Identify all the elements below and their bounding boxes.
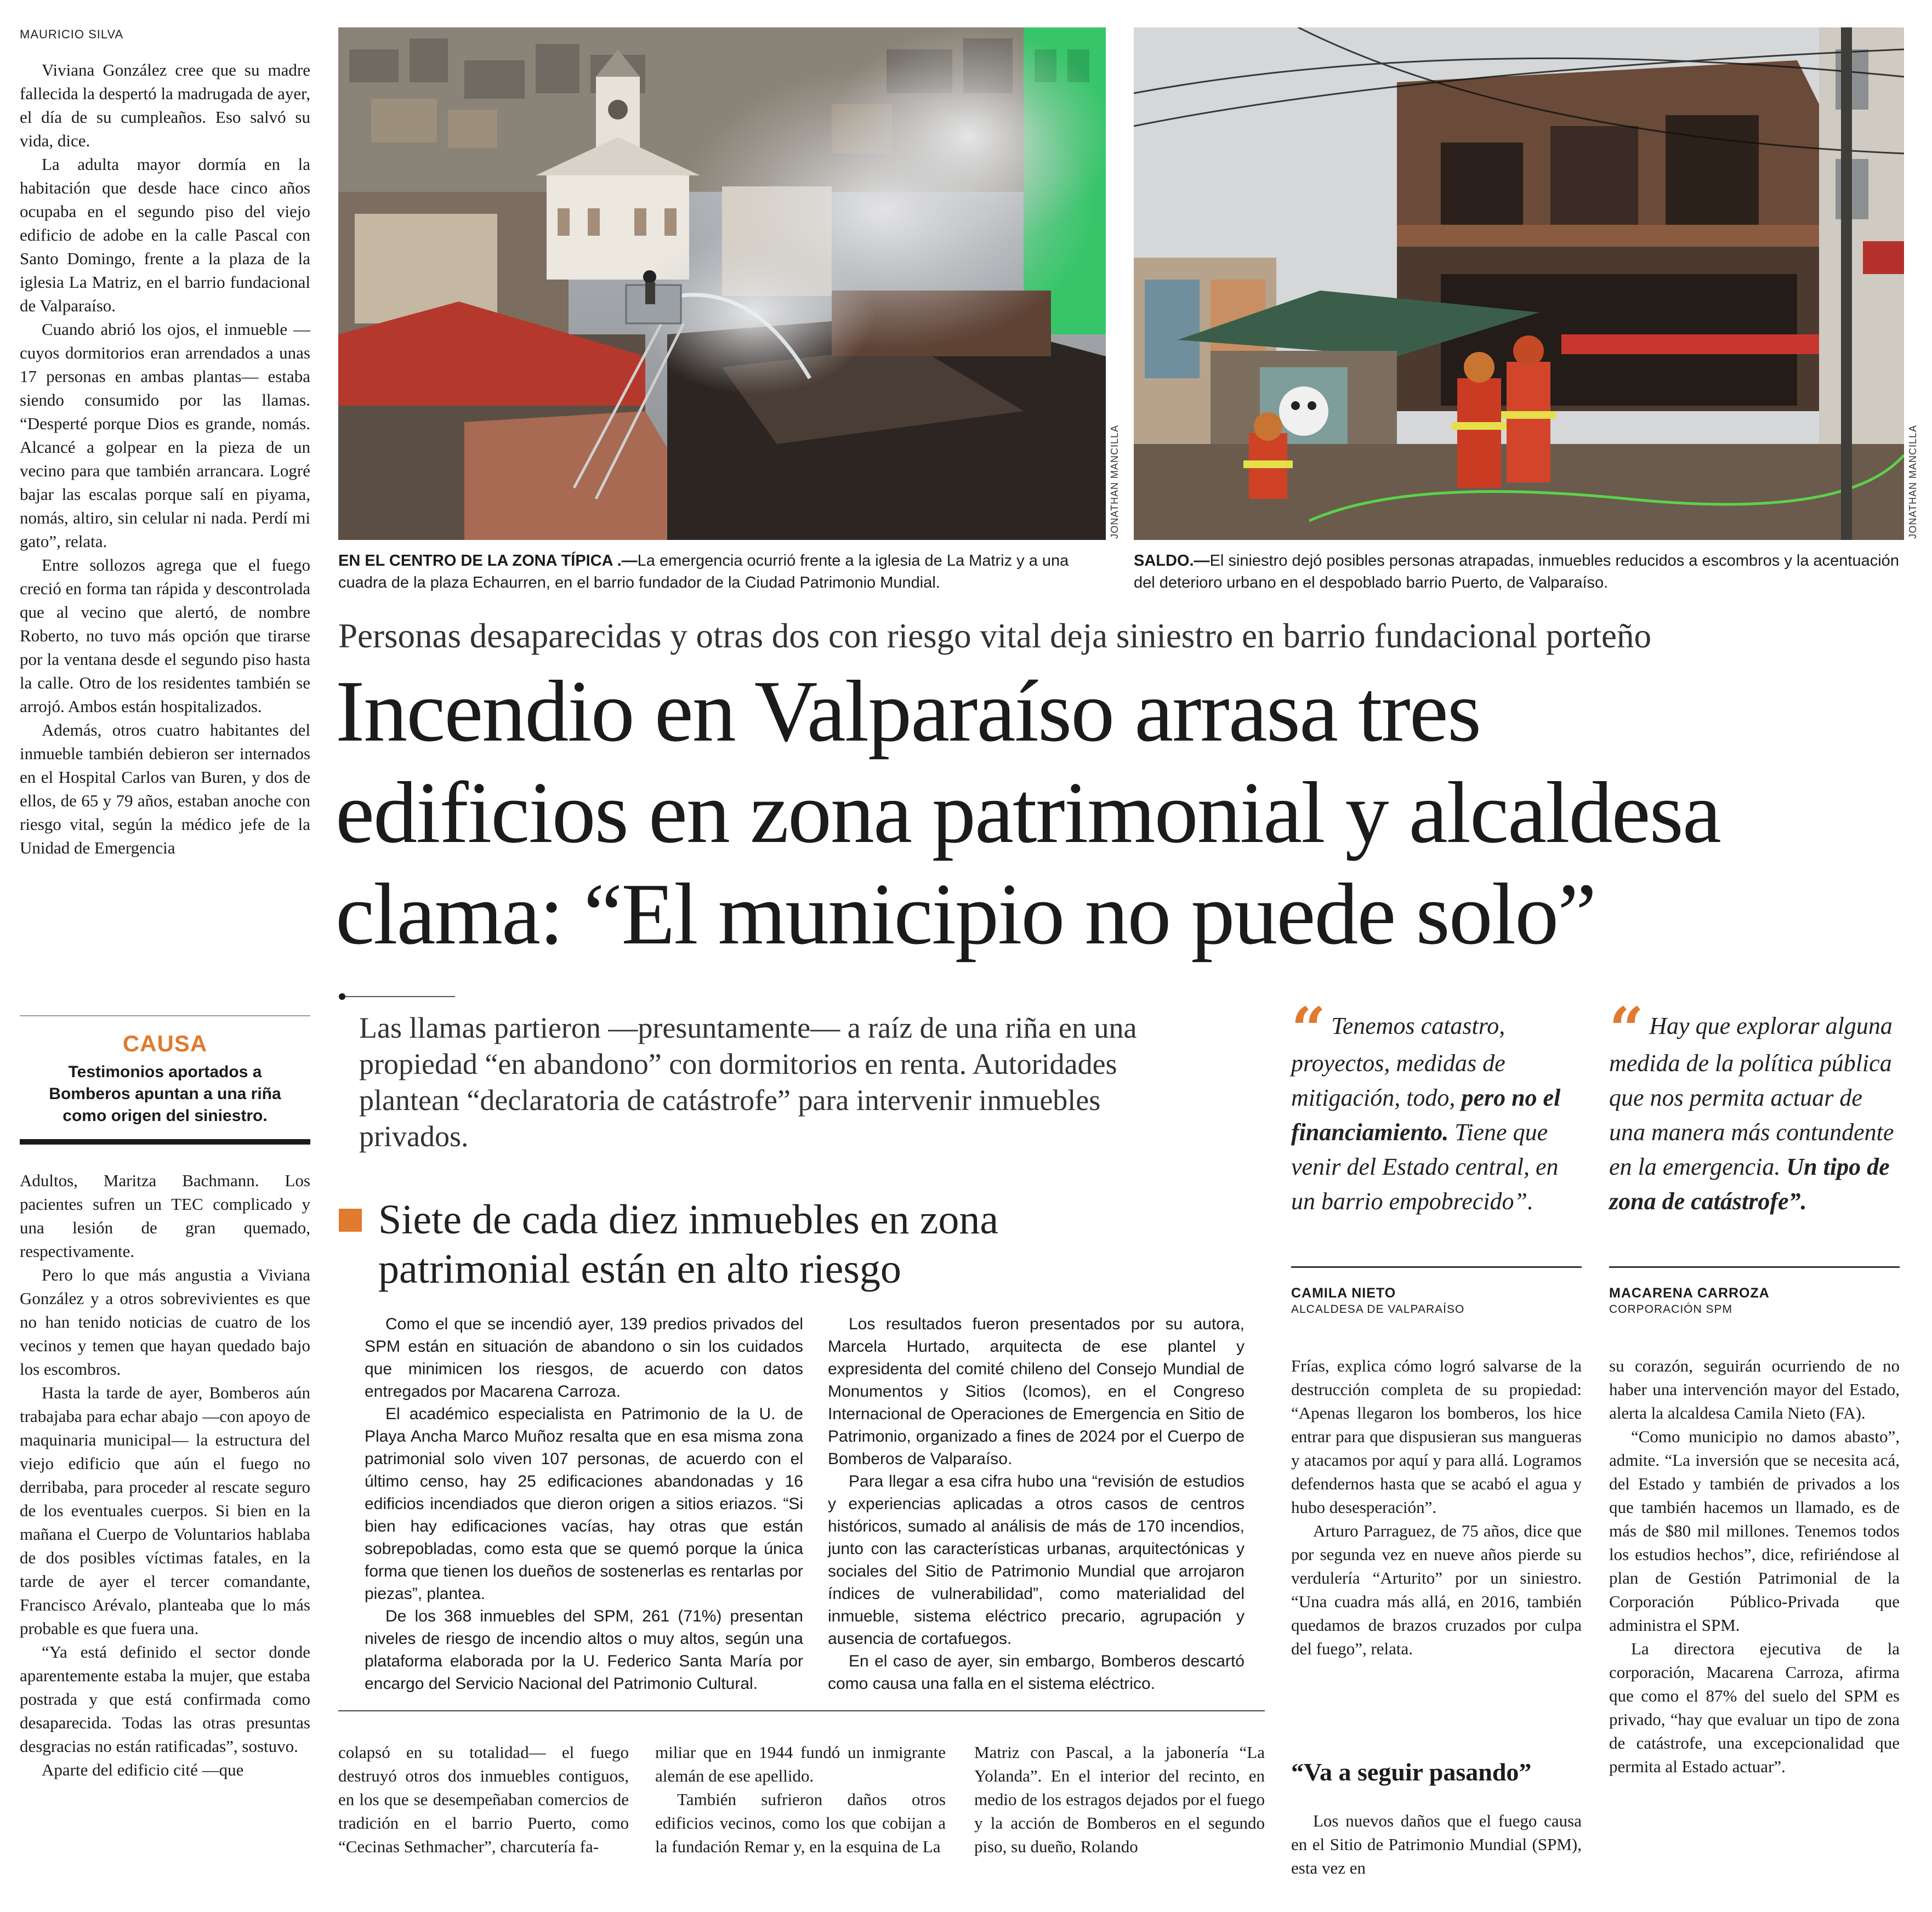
subhead: Siete de cada diez inmuebles en zona patrimonial están en alto riesgo <box>378 1197 999 1292</box>
paragraph: Entre sollozos agrega que el fuego creció en forma tan rápida y descontrolada que al vecino que alertó, de nombre Roberto, no tuvo más opción que tirarse por la ventana desde el segundo piso hasta la calle. Otro de los residentes también se arrojó. Ambos están hospitalizados. <box>20 555 310 716</box>
column-quote2-body <box>1609 1354 1900 1778</box>
quote-1-role: ALCALDESA DE VALPARAÍSO <box>1291 1303 1465 1316</box>
photo2-credit: JONATHAN MANCILLA <box>1907 425 1918 539</box>
paragraph: Cuando abrió los ojos, el inmueble —cuyos dormitorios eran arrendados a unas 17 personas en ambas plantas— estaba siendo consumido por las llamas. “Desperté porque Dios es grande, nomás. Alcancé a golpear en la pieza de un vecino para que también arrancara. Logré bajar las escalas porque salí en piyama, nomás, altiro, sin celular ni nada. Perdí mi gato”, relata. <box>20 320 310 551</box>
quote-2-emphasis: Un tipo de zona de catástrofe”. <box>1609 1153 1890 1215</box>
paragraph: Los nuevos daños que el fuego causa en el Sitio de Patrimonio Mundial (SPM), esta vez en <box>1291 1811 1582 1877</box>
paragraph: Los resultados fueron presentados por su autora, Marcela Hurtado, arquitecta de ese plantel y expresidenta del comité chileno del Consejo Mundial de Monumentos y Sitios (Icomos), en el Congreso Internacional de Operaciones de Emergencia en Sitio de Patrimonio, organizado a fines de 2024 por el Cuerpo de Bomberos de Valparaíso. <box>828 1315 1245 1468</box>
box-column-right <box>828 1313 1245 1695</box>
quote-1-text: Tenemos catastro, proyectos, medidas de mitigación, todo, <box>1291 1012 1505 1111</box>
quote-icon: “ <box>1291 994 1326 1065</box>
photo2-caption-lead: SALDO.— <box>1134 552 1210 570</box>
paragraph: En el caso de ayer, sin embargo, Bomberos descartó como causa una falla en el sistema eléctrico. <box>828 1652 1245 1693</box>
headline <box>336 661 1914 965</box>
quote-2-rule <box>1609 1266 1900 1268</box>
paragraph: Para llegar a esa cifra hubo una “revisión de estudios y experiencias aplicadas a otros casos de centros históricos, sumado al análisis de más de 170 incendios, junto con las características urbanas, arquitectónicas y sociales del Sitio de Patrimonio Mundial que arrojaron índices de vulnerabilidad”, como materialidad del inmueble, sistema eléctrico precario, agrupación y ausencia de cortafuegos. <box>828 1472 1245 1648</box>
paragraph: colapsó en su totalidad— el fuego destruyó otros dos inmuebles contiguos, en los que se desempeñaban comercios de tradición en el barrio Puerto, como “Cecinas Sethmacher”, charcutería fa- <box>338 1743 629 1856</box>
quote-1-text-end: Tiene que venir del Estado central, en un barrio empobrecido”. <box>1291 1119 1559 1215</box>
quote-icon: “ <box>1609 994 1644 1065</box>
quote-1-emphasis: pero no el financiamiento. <box>1291 1084 1561 1146</box>
causa-box <box>20 1015 310 1145</box>
quote-2-role: CORPORACIÓN SPM <box>1609 1303 1733 1316</box>
pull-quote-2 <box>1609 994 1900 1219</box>
paragraph: “Como municipio no damos abasto”, admite. “La inversión que se necesita acá, del Estado y también de privados a los que también hacemos un llamado, es de más de $80 mil millones. Tenemos todos los estudios hechos”, dice, refiriéndose al plan de Gestión Patrimonial de la Corporación Público-Privada que administra el SPM. <box>1609 1427 1900 1635</box>
photo1-credit: JONATHAN MANCILLA <box>1109 425 1120 539</box>
causa-text: Testimonios aportados a Bomberos apuntan a una riña como origen del siniestro. <box>49 1063 281 1125</box>
section-title: “Va a seguir pasando” <box>1291 1758 1532 1786</box>
paragraph: Adultos, Maritza Bachmann. Los pacientes sufren un TEC complicado y una lesión de gran quemado, respectivamente. <box>20 1171 310 1261</box>
photo1-caption-lead: EN EL CENTRO DE LA ZONA TÍPICA .— <box>338 552 638 570</box>
photo2-caption <box>1134 550 1904 594</box>
ornament-rule <box>345 996 455 997</box>
photo-fire-aerial <box>338 27 1106 540</box>
bottom-column-b <box>655 1740 946 1858</box>
paragraph: De los 368 inmuebles del SPM, 261 (71%) presentan niveles de riesgo de incendio altos o muy altos, según una plataforma elaborada por la U. Federico Santa María por encargo del Servicio Nacional del Patrimonio Cultural. <box>365 1607 803 1693</box>
paragraph: Como el que se incendió ayer, 139 predios privados del SPM están en situación de abandono o sin los cuidados que minimicen los riesgos, de acuerdo con datos entregados por Macarena Carroza. <box>365 1315 803 1401</box>
column-quote1-after <box>1291 1809 1582 1880</box>
column-quote1-body <box>1291 1354 1582 1660</box>
fire-aerial-illustration <box>338 27 1106 540</box>
paragraph: “Ya está definido el sector donde aparentemente estaba la mujer, que estaba postrada y que está confirmada como desaparecida. Todas las otras presuntas desgracias no están ratificadas”, sostuvo. <box>20 1642 310 1756</box>
causa-label: CAUSA <box>122 1031 208 1056</box>
paragraph: La adulta mayor dormía en la habitación que desde hace cinco años ocupaba en el segundo piso del viejo edificio de adobe en la calle Pascal con Santo Domingo, frente a la plaza de la iglesia La Matriz, en el barrio fundacional de Valparaíso. <box>20 155 310 315</box>
kicker: Personas desaparecidas y otras dos con riesgo vital deja siniestro en barrio fundacional porteño <box>338 617 1652 655</box>
subhead-marker <box>339 1209 362 1232</box>
bottom-column-c <box>974 1740 1265 1858</box>
photo1-caption-text: La emergencia ocurrió frente a la iglesia de La Matriz y a una cuadra de la plaza Echaurren, en el barrio fundador de la Ciudad Patrimonio Mundial. <box>338 552 1069 591</box>
paragraph: Matriz con Pascal, a la jabonería “La Yolanda”. En el interior del recinto, en medio de los estragos dejados por el fuego y la acción de Bomberos en el segundo piso, su dueño, Rolando <box>974 1743 1265 1856</box>
paragraph: Arturo Parraguez, de 75 años, dice que por segunda vez en nueve años pierde su verdulería “Arturito” por un siniestro. “Una cuadra más allá, en 2016, también quedamos de brazos cruzados por culpa del fuego”, relata. <box>1291 1521 1582 1658</box>
byline: MAURICIO SILVA <box>20 27 124 41</box>
photo2-caption-text: El siniestro dejó posibles personas atrapadas, inmuebles reducidos a escombros y la acentuación del deterioro urbano en el despoblado barrio Puerto, de Valparaíso. <box>1134 552 1899 591</box>
headline-line: clama: “El municipio no puede solo” <box>336 865 1596 963</box>
box-column-left <box>365 1313 803 1695</box>
headline-line: edificios en zona patrimonial y alcaldesa <box>336 764 1720 861</box>
column-1-bottom <box>20 1169 310 1782</box>
paragraph: Viviana González cree que su madre fallecida la despertó la madrugada de ayer, el día de su cumpleaños. Eso salvó su vida, dice. <box>20 60 310 150</box>
quote-2-text: Hay que explorar alguna medida de la política pública que nos permita actuar de una manera más contundente en la emergencia. <box>1609 1012 1894 1180</box>
paragraph: El académico especialista en Patrimonio de la U. de Playa Ancha Marco Muñoz resalta que en esa misma zona patrimonial solo viven 107 personas, de acuerdo con el último censo, hay 25 edificaciones abandonadas y 16 edificios incendiados que dieron origen a sitios eriazos. “Si bien hay edificaciones vacías, hay otras que están sobrepobladas, como esta que se quemó porque la única forma que tienen los dueños de sostenerlas es rentarlas por piezas”, plantea. <box>365 1405 803 1603</box>
photo1-caption <box>338 550 1106 594</box>
lead-paragraph: Las llamas partieron —presuntamente— a raíz de una riña en una propiedad “en abandono” con dormitorios en renta. Autoridades plantean “declaratoria de catástrofe” para intervenir inmuebles privados. <box>359 1011 1137 1153</box>
pull-quote-1 <box>1291 994 1582 1219</box>
paragraph: su corazón, seguirán ocurriendo de no haber una intervención mayor del Estado, alerta la alcaldesa Camila Nieto (FA). <box>1609 1356 1900 1422</box>
headline-line: Incendio en Valparaíso arrasa tres <box>336 662 1481 760</box>
bottom-column-a <box>338 1740 629 1858</box>
paragraph: Aparte del edificio cité —que <box>42 1760 244 1779</box>
quote-1-rule <box>1291 1266 1582 1268</box>
paragraph: Frías, explica cómo logró salvarse de la destrucción completa de su propiedad: “Apenas llegaron los bomberos, los hice entrar para que dispusieran sus mangueras y atacamos por aquí y para allá. Logramos defendernos hasta que se acabó el agua y hubo desesperación”. <box>1291 1356 1582 1517</box>
paragraph: Hasta la tarde de ayer, Bomberos aún trabajaba para echar abajo —con apoyo de maquinaria municipal— la estructura del viejo edificio que aún el fuego no derribaba, para proceder al rescate seguro de los eventuales cuerpos. Si bien en la mañana el Cuerpo de Voluntarios hablaba de dos posibles víctimas fatales, en la tarde de ayer el tercer comandante, Francisco Arévalo, planteaba que lo más probable es que fuera una. <box>20 1383 310 1638</box>
quote-1-name: CAMILA NIETO <box>1291 1285 1396 1301</box>
ornament-dot <box>339 993 345 1000</box>
paragraph: La directora ejecutiva de la corporación, Macarena Carroza, afirma que como el 87% del suelo del SPM es privado, “hay que evaluar un tipo de zona de catástrofe, una excepcionalidad que permita al Estado actuar”. <box>1609 1639 1900 1776</box>
quote-2-name: MACARENA CARROZA <box>1609 1285 1770 1301</box>
paragraph: miliar que en 1944 fundó un inmigrante alemán de ese apellido. <box>655 1743 946 1785</box>
column-1-top <box>20 58 310 860</box>
photo-firefighters-ruins <box>1134 27 1904 540</box>
paragraph: Además, otros cuatro habitantes del inmueble también debieron ser internados en el Hospital Carlos van Buren, y dos de ellos, de 65 y 79 años, estaban anoche con riesgo vital, según la médico jefe de la Unidad de Emergencia <box>20 720 310 857</box>
paragraph: También sufrieron daños otros edificios vecinos, como los que cobijan a la fundación Remar y, en la esquina de La <box>655 1790 946 1856</box>
firefighters-ruins-illustration <box>1134 27 1904 540</box>
box-bottom-rule <box>338 1710 1265 1711</box>
paragraph: Pero lo que más angustia a Viviana González y a otros sobrevivientes es que no han tenido noticias de cuatro de los vecinos y temen que hayan quedado bajo los escombros. <box>20 1265 310 1379</box>
